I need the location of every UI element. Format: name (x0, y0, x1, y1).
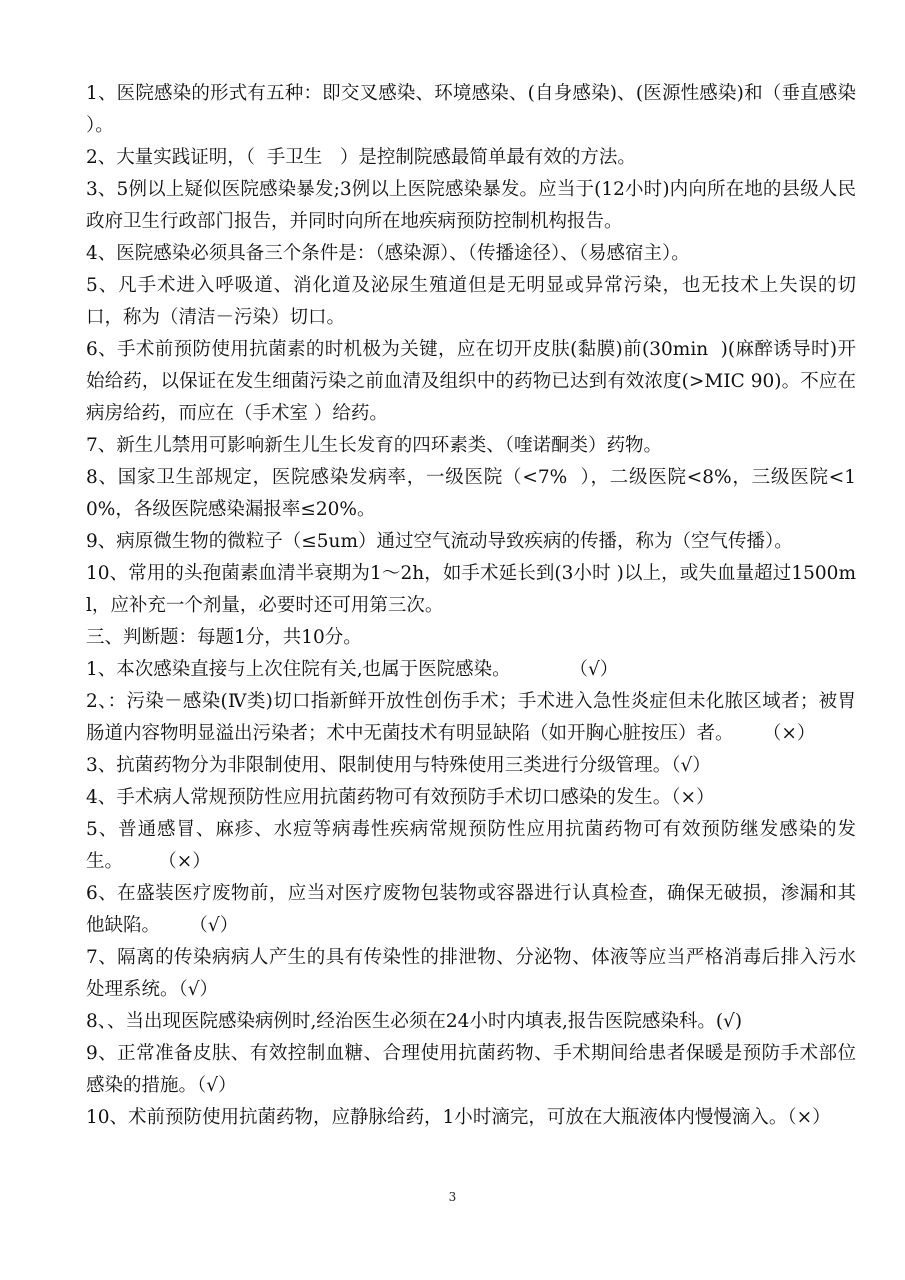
fill-in-item-2: 2、大量实践证明，（ 手卫生 ）是控制院感最简单最有效的方法。 (86, 147, 636, 168)
fill-in-item-5: 5、凡手术进入呼吸道、消化道及泌尿生殖道但是无明显或异常污染，也无技术上失误的切口，称为（清洁－污染）切口。 (86, 275, 856, 328)
page-number: 3 (448, 1190, 457, 1204)
true-false-item-7: 7、隔离的传染病病人产生的具有传染性的排泄物、分泌物、体液等应当严格消毒后排入污水处理系统。（√） (86, 947, 856, 1000)
true-false-item-8: 8、、当出现医院感染病例时,经治医生必须在24小时内填表,报告医院感染科。(√) (86, 1011, 743, 1032)
fill-in-item-1: 1、医院感染的形式有五种：即交叉感染、环境感染、(自身感染)、(医源性感染)和（垂直感染 ）。 (86, 83, 862, 136)
true-false-item-6: 6、在盛装医疗废物前，应当对医疗废物包装物或容器进行认真检查，确保无破损，渗漏和其他缺陷。 （√） (86, 883, 856, 936)
section-heading: 三、判断题：每题1分，共10分。 (86, 627, 362, 648)
true-false-item-10: 10、术前预防使用抗菌药物，应静脉给药，1小时滴完，可放在大瓶液体内慢慢滴入。（×） (86, 1107, 831, 1128)
fill-in-item-9: 9、病原微生物的微粒子（≤5um）通过空气流动导致疾病的传播，称为（空气传播）。 (86, 531, 793, 552)
true-false-item-1: 1、本次感染直接与上次住院有关,也属于医院感染。 （√） (86, 659, 619, 680)
document-body (86, 78, 862, 1134)
fill-in-item-3: 3、5例以上疑似医院感染暴发;3例以上医院感染暴发。应当于(12小时)内向所在地的县级人民政府卫生行政部门报告，并同时向所在地疾病预防控制机构报告。 (86, 179, 856, 232)
true-false-item-9: 9、正常准备皮肤、有效控制血糖、合理使用抗菌药物、手术期间给患者保暖是预防手术部位感染的措施。（√） (86, 1043, 856, 1096)
fill-in-item-4: 4、医院感染必须具备三个条件是：（感染源）、（传播途径）、（易感宿主）。 (86, 243, 690, 264)
fill-in-item-6: 6、手术前预防使用抗菌素的时机极为关键，应在切开皮肤(黏膜)前(30min )(麻醉诱导时)开始给药，以保证在发生细菌污染之前血清及组织中的药物已达到有效浓度(>MIC 90)。不应在病房给药，而应在（手术室 ）给药。 (86, 339, 856, 424)
true-false-item-2: 2、：污染－感染(Ⅳ类)切口指新鲜开放性创伤手术；手术进入急性炎症但未化脓区域者；被胃肠道内容物明显溢出污染者；术中无菌技术有明显缺陷（如开胸心脏按压）者。 （×） (86, 691, 856, 744)
fill-in-item-7: 7、新生儿禁用可影响新生儿生长发育的四环素类、（喹诺酮类）药物。 (86, 435, 663, 456)
true-false-item-4: 4、手术病人常规预防性应用抗菌药物可有效预防手术切口感染的发生。（×） (86, 787, 715, 808)
fill-in-item-10: 10、常用的头孢菌素血清半衰期为1～2h，如手术延长到(3小时 )以上，或失血量超过1500ml，应补充一个剂量，必要时还可用第三次。 (86, 563, 856, 616)
true-false-item-5: 5、普通感冒、麻疹、水痘等病毒性疾病常规预防性应用抗菌药物可有效预防继发感染的发生。 （×） (86, 819, 856, 872)
true-false-item-3: 3、抗菌药物分为非限制使用、限制使用与特殊使用三类进行分级管理。（√） (86, 755, 711, 776)
fill-in-item-8: 8、国家卫生部规定，医院感染发病率，一级医院（<7% ），二级医院<8%，三级医院<10%，各级医院感染漏报率≤20%。 (86, 467, 856, 520)
